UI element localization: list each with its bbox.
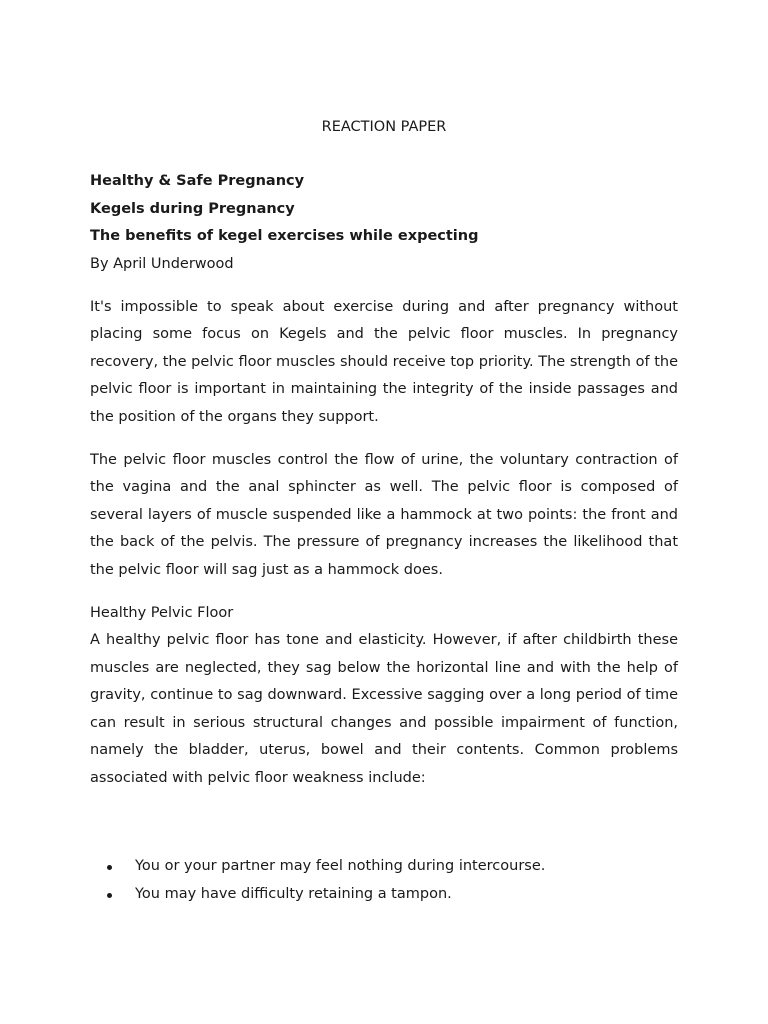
- bullet-dot-icon: [107, 893, 112, 898]
- paragraph-healthy-pelvic-floor: A healthy pelvic floor has tone and elasticity. However, if after childbirth these muscles are neglected, they sag below the horizontal line and with the help of gravity, continue to sag downward. Excessive sagging over a long period of time can result in serious structural changes and possible impairment of function, namely the bladder, uterus, bowel and their contents. Common problems associated with pelvic floor weakness include:: [90, 632, 678, 786]
- document-page: [90, 114, 678, 902]
- section-heading-healthy-pelvic-floor: Healthy Pelvic Floor: [90, 605, 234, 622]
- author-byline: By April Underwood: [90, 255, 234, 272]
- bullet-item: [90, 881, 678, 909]
- heading-healthy-safe-pregnancy: Healthy & Safe Pregnancy: [90, 173, 305, 189]
- bullet-item: [90, 853, 678, 881]
- document-title: REACTION PAPER: [321, 119, 447, 135]
- paragraph-intro: It's impossible to speak about exercise during and after pregnancy without placing some focus on Kegels and the pelvic floor muscles. In pregnancy recovery, the pelvic floor muscles should receive top priority. The strength of the pelvic floor is important in maintaining the integrity of the inside passages and the position of the organs they support.: [90, 299, 678, 425]
- bullet-item-text: You or your partner may feel nothing during intercourse.: [135, 858, 546, 874]
- paragraph-pelvic-floor-muscles: The pelvic floor muscles control the flow of urine, the voluntary contraction of the vagina and the anal sphincter as well. The pelvic floor is composed of several layers of muscle suspended like a hammock at two points: the front and the back of the pelvis. The pressure of pregnancy increases the likelihood that the pelvic floor will sag just as a hammock does.: [90, 452, 678, 578]
- bullet-item-text: You may have difficulty retaining a tampon.: [135, 885, 452, 902]
- bullet-dot-icon: [107, 865, 112, 870]
- heading-benefits-of-kegel: The benefits of kegel exercises while expecting: [90, 228, 479, 244]
- heading-kegels-during-pregnancy: Kegels during Pregnancy: [90, 200, 295, 217]
- problems-bullet-list: [90, 853, 678, 908]
